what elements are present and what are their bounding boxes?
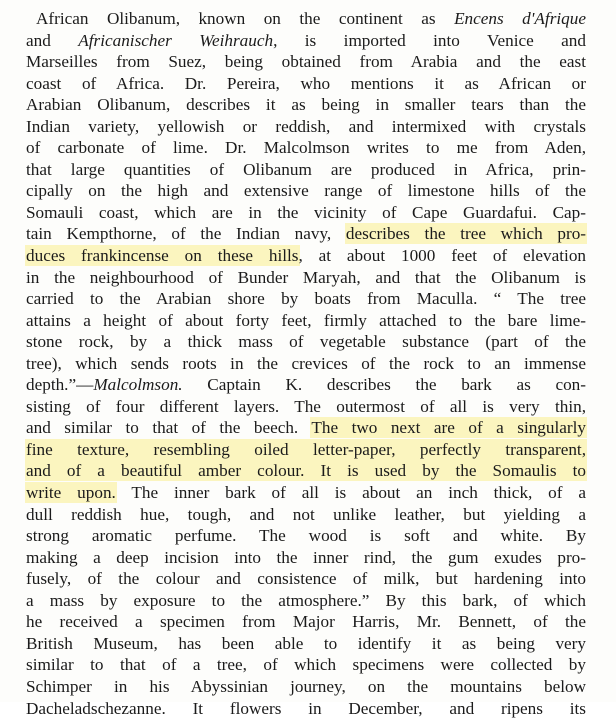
text-segment: carried to the Arabian shore by boats from Maculla. “ The tree (26, 289, 586, 308)
text-segment: attains a height of about forty feet, firmly attached to the bare lime- (26, 311, 586, 330)
text-line (26, 116, 586, 138)
text-segment: tain Kempthorne, of the Indian navy, (26, 224, 346, 243)
text-segment: Somauli coast, which are in the vicinity of Cape Guardafui. Cap- (26, 203, 586, 222)
text-line (26, 223, 586, 245)
text-segment: Marseilles from Suez, being obtained from Arabia and the east (26, 52, 586, 71)
text-segment: Captain K. describes the bark as con- (183, 375, 586, 394)
text-line (26, 396, 586, 418)
text-segment: coast of Africa. Dr. Pereira, who mentions it as African or (26, 74, 586, 93)
text-line (26, 51, 586, 73)
text-segment: tree), which sends roots in the crevices of the rock to an immense (26, 354, 586, 373)
text-line (26, 633, 586, 655)
text-segment: strong aromatic perfume. The wood is soft and white. By (26, 526, 586, 545)
text-line (26, 8, 586, 30)
italic-text: Africanischer Weihrauch (78, 31, 273, 50)
highlighted-text: write upon. (26, 483, 116, 502)
text-line (26, 288, 586, 310)
text-line (26, 654, 586, 676)
text-segment: African Olibanum, known on the continent as (36, 9, 454, 28)
text-segment: The inner bark of all is about an inch thick, of a (116, 483, 586, 502)
text-line (26, 460, 586, 482)
text-segment: a mass by exposure to the atmosphere.” By this bark, of which (26, 591, 586, 610)
text-segment: Indian variety, yellowish or reddish, and intermixed with crystals (26, 117, 586, 136)
highlighted-text: The two next are of a singularly (311, 418, 586, 437)
highlighted-text: duces frankincense on these hills (26, 246, 299, 265)
text-line (26, 353, 586, 375)
text-segment: making a deep incision into the inner rind, the gum exudes pro- (26, 548, 586, 567)
text-segment: in the neighbourhood of Bunder Maryah, and that the Olibanum is (26, 268, 586, 287)
text-segment: similar to that of a tree, of which specimens were collected by (26, 655, 586, 674)
text-segment: and (26, 31, 78, 50)
text-line (26, 202, 586, 224)
text-line (26, 267, 586, 289)
italic-text: Encens d'Afrique (454, 9, 586, 28)
text-line (26, 94, 586, 116)
text-segment: he received a specimen from Major Harris, Mr. Bennett, of the (26, 612, 586, 631)
text-segment: , at about 1000 feet of elevation (299, 246, 587, 265)
text-line (26, 245, 586, 267)
text-segment: of carbonate of lime. Dr. Malcolmson writes to me from Aden, (26, 138, 586, 157)
text-line (26, 331, 586, 353)
text-line (26, 504, 586, 526)
text-segment: depth.”— (26, 375, 93, 394)
text-line (26, 676, 586, 698)
highlighted-text: fine texture, resembling oiled letter-paper, perfectly transparent, (26, 440, 586, 459)
text-segment: stone rock, by a thick mass of vegetable substance (part of the (26, 332, 586, 351)
italic-text: Malcolmson. (93, 375, 182, 394)
text-line (26, 73, 586, 95)
text-line (26, 159, 586, 181)
text-line (26, 568, 586, 590)
text-segment: British Museum, has been able to identify it as being very (26, 634, 586, 653)
text-segment: Arabian Olibanum, describes it as being in smaller tears than the (26, 95, 586, 114)
text-line (26, 374, 586, 396)
text-segment: Dacheladschezanne. It flowers in December, and ripens its (26, 699, 586, 718)
text-segment: fusely, of the colour and consistence of milk, but hardening into (26, 569, 586, 588)
highlighted-text: and of a beautiful amber colour. It is used by the Somaulis to (26, 461, 586, 480)
text-segment: , is imported into Venice and (273, 31, 586, 50)
text-line (26, 611, 586, 633)
text-line (26, 698, 586, 719)
text-segment: cipally on the high and extensive range of limestone hills of the (26, 181, 586, 200)
text-segment: dull reddish hue, tough, and not unlike leather, but yielding a (26, 505, 586, 524)
text-line (26, 417, 586, 439)
text-line (26, 439, 586, 461)
text-line (26, 137, 586, 159)
text-segment: sisting of four different layers. The outermost of all is very thin, (26, 397, 586, 416)
text-line (26, 482, 586, 504)
text-line (26, 547, 586, 569)
document-body-text (26, 8, 586, 719)
text-line (26, 310, 586, 332)
text-line (26, 525, 586, 547)
text-segment: and similar to that of the beech. (26, 418, 311, 437)
text-segment: that large quantities of Olibanum are produced in Africa, prin- (26, 160, 586, 179)
text-line (26, 590, 586, 612)
highlighted-text: describes the tree which pro- (346, 224, 586, 243)
text-line (26, 180, 586, 202)
text-segment: Schimper in his Abyssinian journey, on the mountains below (26, 677, 586, 696)
text-line (26, 30, 586, 52)
